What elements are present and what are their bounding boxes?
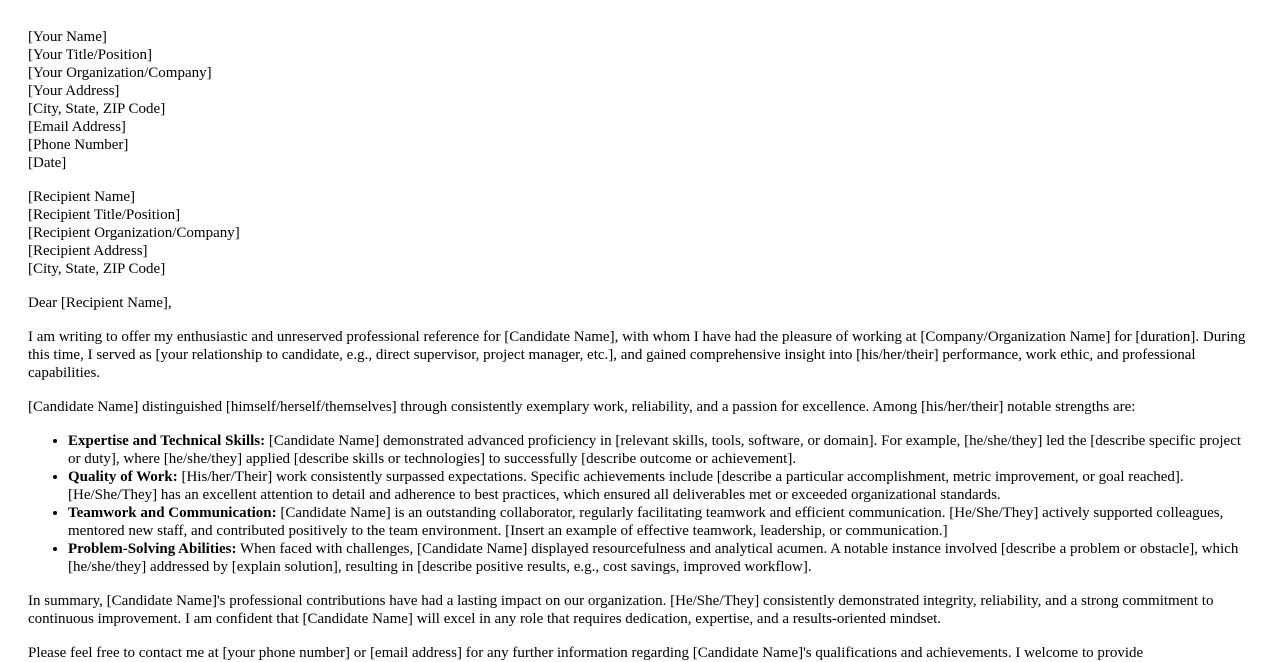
summary-paragraph: In summary, [Candidate Name]'s professional contributions have had a lasting impact on our organization. [He/She/They] consistently demonstrated integrity, reliability, and a strong commitment to continuous improvement. I am confident that [Candidate Name] will excel in any role that requires dedication, expertise, and a results-oriented mindset. xyxy=(28,593,1214,627)
sender-name: [Your Name] xyxy=(28,29,107,45)
sender-address: [Your Address] xyxy=(28,83,120,99)
recipient-name: [Recipient Name] xyxy=(28,189,136,205)
sender-city-state-zip: [City, State, ZIP Code] xyxy=(28,101,166,117)
intro-paragraph: I am writing to offer my enthusiastic and unreserved professional reference for [Candidate Name], with whom I have had the pleasure of working at [Company/Organization Name] for [duration]. During this time, I served as [your relationship to candidate, e.g., direct supervisor, project manager, etc.], and gained comprehensive insight into [his/her/their] performance, work ethic, and professional capabilities. xyxy=(28,329,1246,381)
strength-lead: Problem-Solving Abilities: xyxy=(68,541,237,557)
strength-text: [His/her/Their] work consistently surpassed expectations. Specific achievements include [describe a particular accomplishment, metric improvement, or goal reached]. [He/She/They] has an excellent attention to detail and adherence to best practices, which ensured all deliverables met or exceeded organizational standards. xyxy=(68,469,1184,503)
strength-item-teamwork xyxy=(68,504,1250,540)
sender-phone: [Phone Number] xyxy=(28,137,129,153)
strength-text: When faced with challenges, [Candidate Name] displayed resourcefulness and analytical acumen. A notable instance involved [describe a problem or obstacle], which [he/she/they] addressed by [explain solution], resulting in [describe positive results, e.g., cost savings, improved workflow]. xyxy=(68,541,1239,575)
strength-text: [Candidate Name] demonstrated advanced proficiency in [relevant skills, tools, software, or domain]. For example, [he/she/they] led the [describe specific project or duty], where [he/she/they] applied [describe skills or technologies] to successfully [describe outcome or achievement]. xyxy=(68,433,1242,467)
strength-item-problem-solving xyxy=(68,540,1250,576)
sender-email: [Email Address] xyxy=(28,119,126,135)
sender-address-block xyxy=(28,28,1250,172)
recipient-title: [Recipient Title/Position] xyxy=(28,207,181,223)
strengths-list xyxy=(28,432,1250,576)
recipient-organization: [Recipient Organization/Company] xyxy=(28,225,240,241)
salutation: Dear [Recipient Name], xyxy=(28,295,172,311)
recipient-city-state-zip: [City, State, ZIP Code] xyxy=(28,261,166,277)
strength-item-expertise xyxy=(68,432,1250,468)
sender-title: [Your Title/Position] xyxy=(28,47,152,63)
strengths-intro-paragraph: [Candidate Name] distinguished [himself/herself/themselves] through consistently exemplary work, reliability, and a passion for excellence. Among [his/her/their] notable strengths are: xyxy=(28,399,1136,415)
recipient-address: [Recipient Address] xyxy=(28,243,148,259)
strength-item-quality xyxy=(68,468,1250,504)
closing-paragraph: Please feel free to contact me at [your phone number] or [email address] for any further information regarding [Candidate Name]'s qualifications and achievements. I welcome to provide xyxy=(28,645,1144,661)
strength-text: [Candidate Name] is an outstanding collaborator, regularly facilitating teamwork and efficient communication. [He/She/They] actively supported colleagues, mentored new staff, and contributed positively to the team environment. [Insert an example of effective teamwork, leadership, or communication.] xyxy=(68,505,1224,539)
strength-lead: Expertise and Technical Skills: xyxy=(68,433,266,449)
recipient-address-block xyxy=(28,188,1250,278)
sender-organization: [Your Organization/Company] xyxy=(28,65,212,81)
letter-date: [Date] xyxy=(28,155,67,171)
strength-lead: Teamwork and Communication: xyxy=(68,505,277,521)
strength-lead: Quality of Work: xyxy=(68,469,178,485)
